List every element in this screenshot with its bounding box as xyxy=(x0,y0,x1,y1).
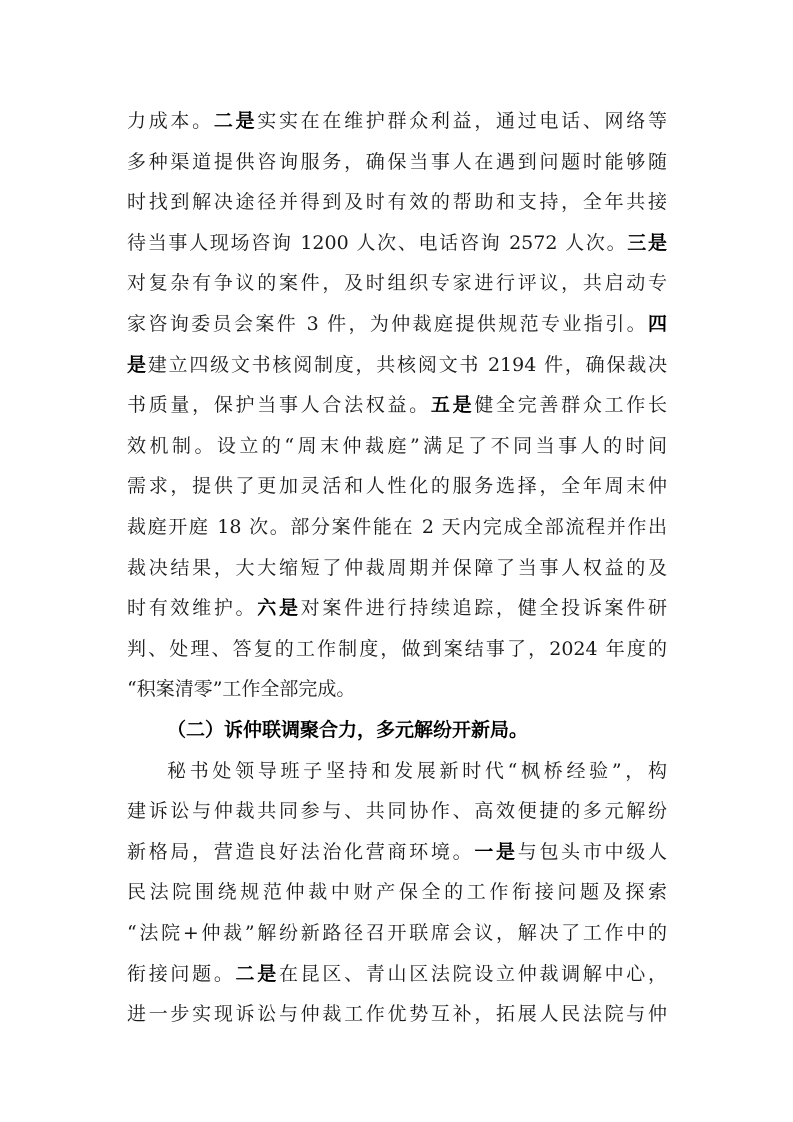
line-text: （二）诉仲联调聚合力，多元解纷开新局。 xyxy=(167,719,529,741)
paragraph-line xyxy=(127,182,667,222)
line-text: 对复杂有争议的案件，及时组织专家进行评议，共启动专 xyxy=(127,272,667,295)
line-text: 效机制。设立的“周末仲裁庭”满足了不同当事人的时间 xyxy=(127,434,667,457)
line-text: 判、处理、答复的工作制度，做到案结事了，2024 年度的 xyxy=(127,637,667,660)
line-text: 力成本。 xyxy=(127,110,214,132)
line-text: 时找到解决途径并得到及时有效的帮助和支持，全年共接 xyxy=(127,191,667,214)
paragraph-line xyxy=(127,872,667,912)
section-heading xyxy=(167,710,667,750)
line-text: “积案清零”工作全部完成。 xyxy=(127,678,356,701)
bold-lead-text: 二是 xyxy=(235,962,279,985)
line-text: 实实在在维护群众利益，通过电话、网络等 xyxy=(257,110,667,132)
line-text: 裁决结果，大大缩短了仲裁周期并保障了当事人权益的及 xyxy=(127,556,667,579)
paragraph-line xyxy=(127,345,667,385)
line-text: 与包头市中级人 xyxy=(517,840,667,863)
paragraph-line xyxy=(127,385,667,425)
bold-lead-text: 四 xyxy=(647,313,667,335)
paragraph-line xyxy=(127,142,667,182)
paragraph-line xyxy=(127,548,667,588)
bold-lead-text: 三是 xyxy=(627,231,667,254)
bold-lead-text: 一是 xyxy=(474,840,518,863)
paragraph-line xyxy=(127,913,667,953)
paragraph-line xyxy=(127,954,667,994)
paragraph-line xyxy=(127,223,667,263)
bold-lead-text: 是 xyxy=(127,353,148,376)
paragraph-line xyxy=(127,588,667,628)
line-text: 在昆区、青山区法院设立仲裁调解中心， xyxy=(278,962,667,985)
paragraph-line xyxy=(127,994,667,1034)
line-text: 秘书处领导班子坚持和发展新时代“枫桥经验”，构 xyxy=(167,759,667,782)
line-text: 时有效维护。 xyxy=(127,597,258,620)
line-text: 衔接问题。 xyxy=(127,962,236,985)
paragraph-line xyxy=(127,426,667,466)
line-text: 建立四级文书核阅制度，共核阅文书 2194 件，确保裁决 xyxy=(147,353,667,376)
line-text: 进一步实现诉讼与仲裁工作优势互补，拓展人民法院与仲 xyxy=(127,1003,667,1026)
bold-lead-text: 五是 xyxy=(430,394,475,417)
paragraph-line xyxy=(127,263,667,303)
paragraph-line xyxy=(127,304,667,344)
paragraph-line xyxy=(127,629,667,669)
line-text: 待当事人现场咨询 1200 人次、电话咨询 2572 人次。 xyxy=(127,231,628,254)
paragraph-line xyxy=(127,791,667,831)
paragraph-line xyxy=(127,832,667,872)
line-text: 裁庭开庭 18 次。部分案件能在 2 天内完成全部流程并作出 xyxy=(127,516,667,538)
bold-lead-text: 六是 xyxy=(257,597,301,620)
paragraph-line xyxy=(127,507,667,547)
bold-lead-text: 二是 xyxy=(213,110,258,132)
line-text: 对案件进行持续追踪，健全投诉案件研 xyxy=(300,597,667,620)
line-text: “法院+仲裁”解纷新路径召开联席会议，解决了工作中的 xyxy=(127,922,667,944)
line-text: 民法院围绕规范仲裁中财产保全的工作衔接问题及探索 xyxy=(127,881,667,904)
paragraph-line xyxy=(127,669,667,709)
line-text: 家咨询委员会案件 3 件，为仲裁庭提供规范专业指引。 xyxy=(127,313,648,335)
paragraph-line xyxy=(127,466,667,506)
line-text: 建诉讼与仲裁共同参与、共同协作、高效便捷的多元解纷 xyxy=(127,800,667,823)
line-text: 多种渠道提供咨询服务，确保当事人在遇到问题时能够随 xyxy=(127,150,667,173)
line-text: 需求，提供了更加灵活和人性化的服务选择，全年周末仲 xyxy=(127,475,667,498)
paragraph-line xyxy=(127,101,667,141)
line-text: 健全完善群众工作长 xyxy=(474,394,667,417)
paragraph-line xyxy=(167,751,667,791)
line-text: 书质量，保护当事人合法权益。 xyxy=(127,394,431,417)
line-text: 新格局，营造良好法治化营商环境。 xyxy=(127,840,475,863)
